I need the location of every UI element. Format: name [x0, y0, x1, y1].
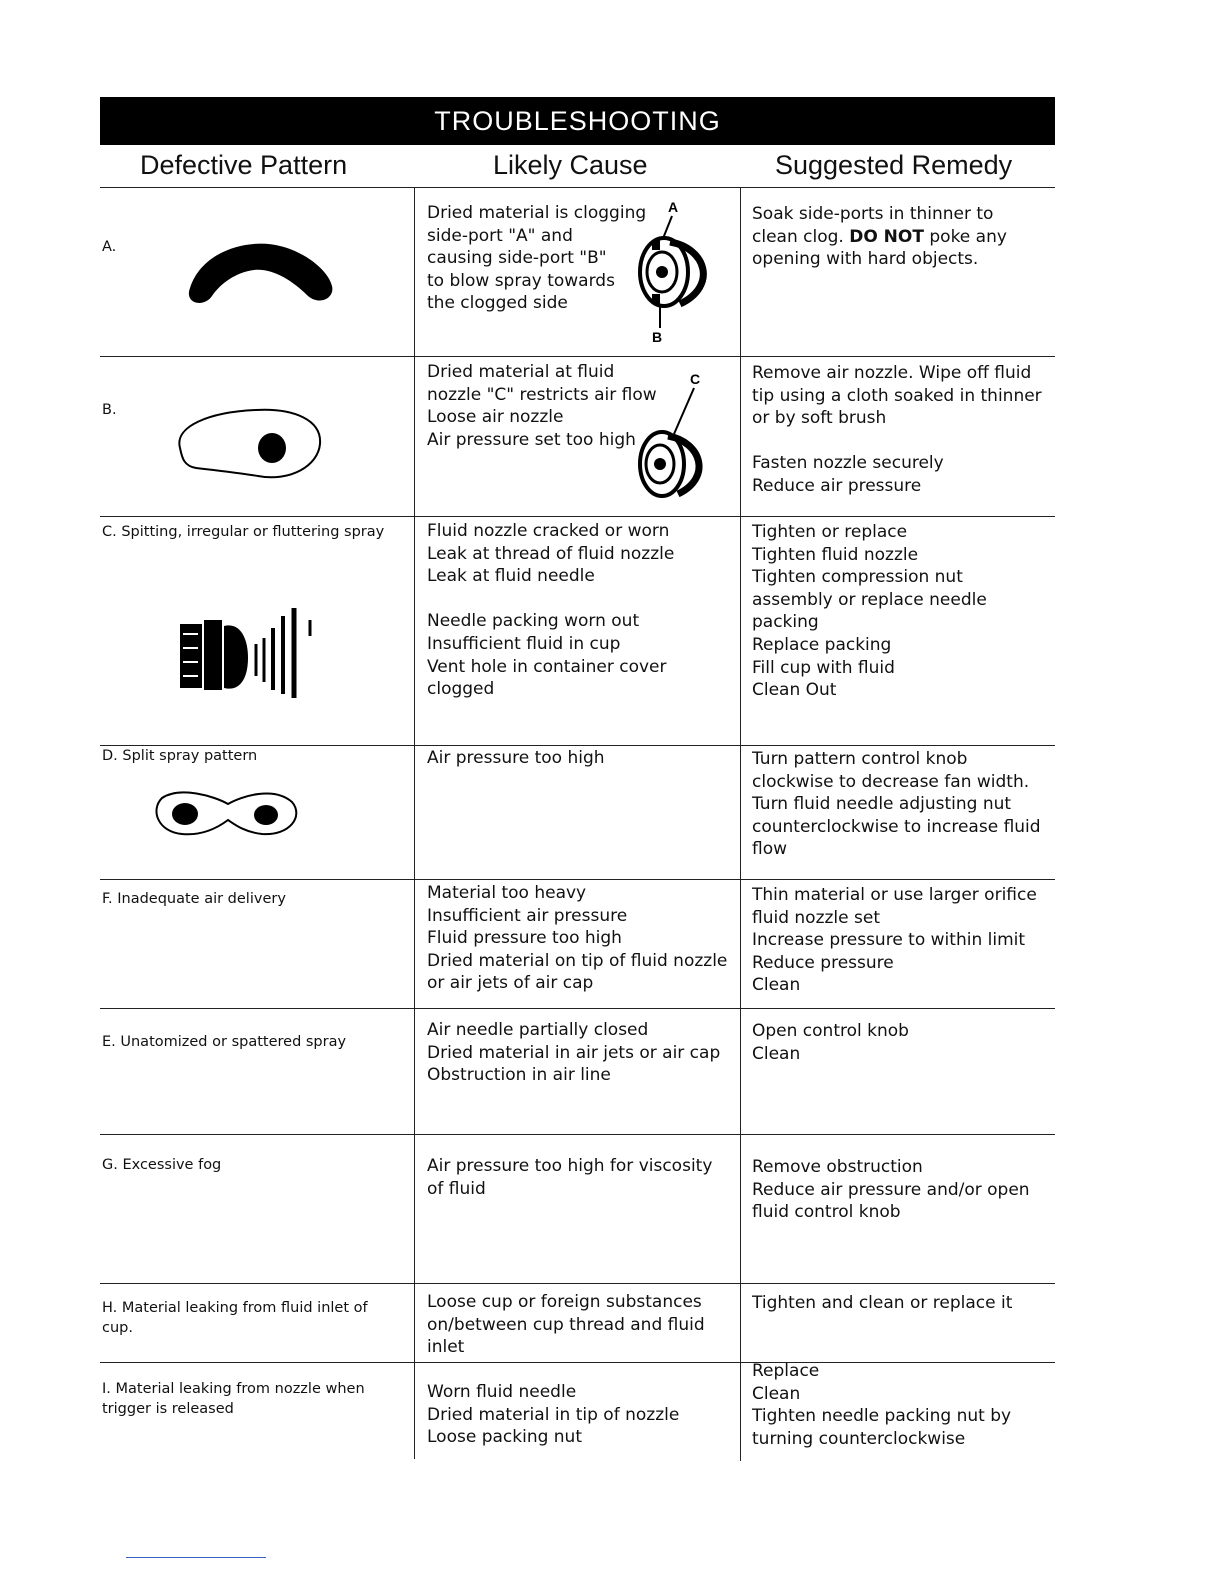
- cause-row-d: Air pressure too high: [427, 748, 605, 768]
- remedy-row-a: Soak side-ports in thinner to clean clog. DO NOT poke any opening with hard objects.: [752, 204, 1007, 270]
- remedy-row-b: Remove air nozzle. Wipe off fluid tip using a cloth soaked in thinner or by soft brush Fasten nozzle securely Reduce air pressure: [752, 363, 1042, 496]
- header-suggested-remedy: Suggested Remedy: [775, 150, 1013, 180]
- pattern-label-g: G. Excessive fog: [102, 1157, 222, 1173]
- remedy-row-d: Turn pattern control knob clockwise to decrease fan width. Turn fluid needle adjusting nut counterclockwise to increase fluid flow: [752, 749, 1041, 860]
- rule-row-e: [100, 1134, 1055, 1135]
- pattern-label-h: H. Material leaking from fluid inlet of cup.: [102, 1300, 368, 1336]
- remedy-row-e: Open control knob Clean: [752, 1021, 909, 1064]
- pattern-c-figure: [178, 604, 323, 700]
- cause-row-e: Air needle partially closed Dried material in air jets or air cap Obstruction in air line: [427, 1020, 721, 1086]
- pattern-label-c: C. Spitting, irregular or fluttering spray: [102, 524, 385, 540]
- pattern-label-i: I. Material leaking from nozzle when trigger is released: [102, 1381, 365, 1417]
- rule-row-g: [100, 1283, 1055, 1284]
- footer-rule: [126, 1557, 266, 1558]
- air-cap-figure-b: [628, 362, 723, 502]
- pattern-b-figure: [170, 404, 330, 484]
- air-cap-label-c: C: [690, 371, 701, 387]
- troubleshooting-banner: TROUBLESHOOTING: [100, 97, 1055, 145]
- rule-row-d: [100, 879, 1055, 880]
- cause-row-h: Loose cup or foreign substances on/between cup thread and fluid inlet: [427, 1292, 705, 1358]
- header-likely-cause: Likely Cause: [493, 150, 648, 180]
- cause-row-i: Worn fluid needle Dried material in tip of nozzle Loose packing nut: [427, 1382, 680, 1448]
- pattern-a-figure: [180, 232, 340, 312]
- pattern-label-d: D. Split spray pattern: [102, 748, 258, 764]
- column-divider-1: [414, 187, 415, 1459]
- remedy-row-g: Remove obstruction Reduce air pressure and/or open fluid control knob: [752, 1157, 1030, 1223]
- rule-row-f: [100, 1008, 1055, 1009]
- remedy-row-f: Thin material or use larger orifice fluid nozzle set Increase pressure to within limit Reduce pressure Clean: [752, 885, 1037, 996]
- remedy-row-i: Replace Clean Tighten needle packing nut by turning counterclockwise: [752, 1361, 1012, 1449]
- cause-row-f: Material too heavy Insufficient air pressure Fluid pressure too high Dried material on tip of fluid nozzle or air jets of air cap: [427, 883, 728, 994]
- rule-row-a: [100, 356, 1055, 357]
- pattern-label-b: B.: [102, 402, 117, 418]
- pattern-label-e: E. Unatomized or spattered spray: [102, 1034, 347, 1050]
- air-cap-figure-a: [628, 196, 723, 346]
- air-cap-label-a: A: [668, 199, 679, 215]
- pattern-d-figure: [150, 782, 300, 842]
- rule-row-b: [100, 516, 1055, 517]
- pattern-label-f: F. Inadequate air delivery: [102, 891, 286, 907]
- cause-row-g: Air pressure too high for viscosity of fluid: [427, 1156, 713, 1199]
- remedy-row-h: Tighten and clean or replace it: [752, 1293, 1013, 1313]
- header-defective-pattern: Defective Pattern: [140, 150, 348, 180]
- remedy-row-c: Tighten or replace Tighten fluid nozzle Tighten compression nut assembly or replace needle packing Replace packing Fill cup with fluid Clean Out: [752, 522, 987, 701]
- pattern-label-a: A.: [102, 239, 117, 255]
- air-cap-label-b: B: [652, 329, 663, 345]
- column-divider-2: [740, 187, 741, 1461]
- cause-row-a: Dried material is clogging side-port "A" and causing side-port "B" to blow spray towards the clogged side: [427, 203, 647, 314]
- cause-row-b: Dried material at fluid nozzle "C" restricts air flow Loose air nozzle Air pressure set too high: [427, 362, 657, 450]
- rule-header: [100, 187, 1055, 188]
- cause-row-c: Fluid nozzle cracked or worn Leak at thread of fluid nozzle Leak at fluid needle Needle packing worn out Insufficient fluid in cup Vent hole in container cover clogged: [427, 521, 675, 700]
